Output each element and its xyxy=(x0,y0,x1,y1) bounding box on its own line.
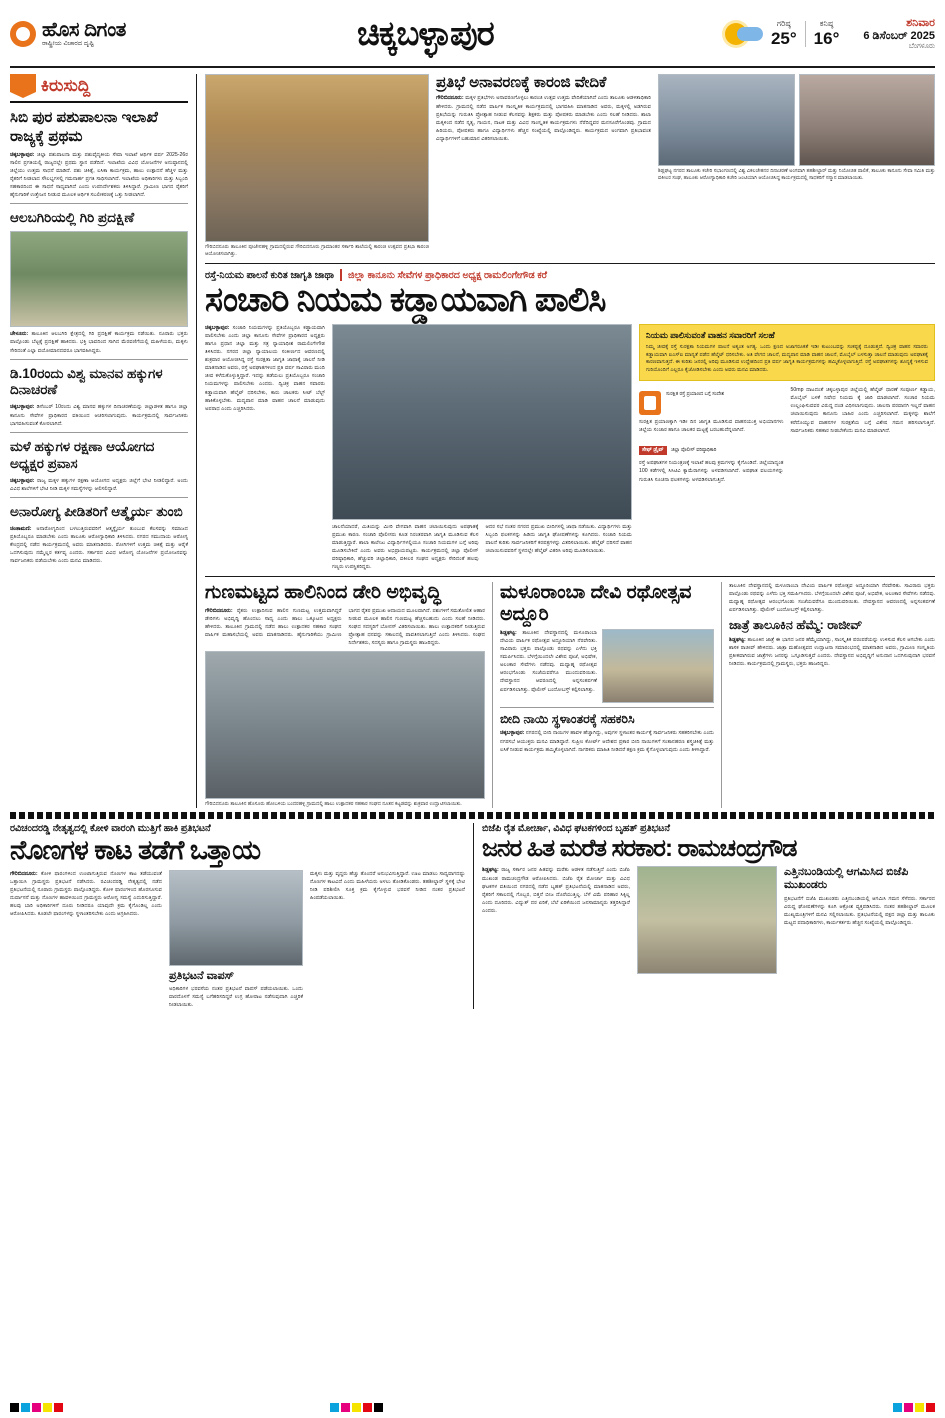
lead-kicker-left: ರಸ್ತೆ-ನಿಯಮ ಪಾಲನೆ ಕುರಿತ ಜಾಗೃತಿ ಜಾಥಾ xyxy=(205,269,334,281)
brand-name: ಹೊಸ ದಿಗಂತ xyxy=(42,19,126,42)
bottom-right-dateline: ಶಿಡ್ಲಘಟ್ಟ: xyxy=(482,867,499,874)
cmyk-registration-right xyxy=(893,1403,935,1412)
lead-story[interactable] xyxy=(205,269,935,571)
mid-dateline-0: ಗೌರಿಬಿದನೂರು: xyxy=(205,607,233,614)
lead-note-text: ಸುರಕ್ಷಿತ ಪ್ರಯಾಣಕ್ಕಾಗಿ ಇಡೀ ದಿನ ಜಾಗೃತಿ ಮೂಡಿಸುವ ವಾಹನಯುಕ್ತ ಅಭಿಯಾನಗಳು ಜಿಲ್ಲೆಯ ಸಂಚಾರ ಹಾಗೂ ಚಾಲಕರ ಮಟ್ಟಕ್ಕೆ ಬರಬಹುದೆನ್ನಲಾಗಿದೆ. xyxy=(639,419,784,434)
bottom-left-headline: ನೊಣಗಳ ಕಾಟ ತಡೆಗೆ ಒತ್ತಾಯ xyxy=(10,835,261,866)
lead-note-label: ಸುರಕ್ಷಿತ ರಸ್ತೆ ಪ್ರಯಾಣದ ಬಗ್ಗೆ ಸಂದೇಶ xyxy=(666,392,725,398)
top-story-2[interactable] xyxy=(658,74,935,258)
rail-article-0[interactable] xyxy=(10,109,188,199)
masthead xyxy=(10,6,935,68)
top-story-1-text: ಮಕ್ಕಳ ಪ್ರತಿಭೆಗಳು ಅನಾವರಣಗೊಳ್ಳಲು ಕಾರಂಜಿ ಉತ್ಸವ ಉತ್ತಮ ವೇದಿಕೆಯಾಗಿದೆ ಎಂದು ತಾಲೂಕು ಆಡಳಿತಾಧಿಕಾರಿ ಹೇಳಿದರು. ಗ್ರಾಮದಲ್ಲಿ ನಡೆದ ವಾರ್ಷಿಕ ಸಾಂಸ್ಕೃತಿಕ ಕಾರ್ಯಕ್ರಮದಲ್ಲಿ ಭಾಗವಹಿಸಿ ಮಾತನಾಡಿದ ಅವರು, ಮಕ್ಕಳಲ್ಲಿ ಅಡಗಿರುವ ಪ್ರತಿಭೆಯನ್ನು ಗುರುತಿಸಿ ಪ್ರೋತ್ಸಾಹ ನೀಡುವ ಕೆಲಸವನ್ನು ಶಿಕ್ಷಕರು ಮತ್ತು ಪೋಷಕರು ಮಾಡಬೇಕು ಎಂದು ಸಲಹೆ ನೀಡಿದರು. ಶಾಲಾ ಮಕ್ಕಳಿಂದ ನಡೆದ ನೃತ್ಯ, ಗಾಯನ, ನಾಟಕ ಮತ್ತು ವಿವಿಧ ಸಾಂಸ್ಕೃತಿಕ ಕಾರ್ಯಕ್ರಮಗಳು ನೆರೆದಿದ್ದವರ ಮನಸೂರೆಗೊಂಡವು. ಗ್ರಾಮದ ಹಿರಿಯರು, ಪೋಷಕರು ಹಾಗೂ ವಿದ್ಯಾರ್ಥಿಗಳು ಹೆಚ್ಚಿನ ಸಂಖ್ಯೆಯಲ್ಲಿ ಪಾಲ್ಗೊಂಡಿದ್ದರು. ಕಾರ್ಯಕ್ರಮದ ಅಂಗವಾಗಿ ಪ್ರತಿಭಾವಂತ ವಿದ್ಯಾರ್ಥಿಗಳಿಗೆ ಬಹುಮಾನ ವಿತರಿಸಲಾಯಿತು. xyxy=(436,95,651,142)
lead-text-1: ಸಂಚಾರಿ ನಿಯಮಗಳನ್ನು ಪ್ರತಿಯೊಬ್ಬರೂ ಕಡ್ಡಾಯವಾಗಿ ಪಾಲಿಸಬೇಕು ಎಂದು ಜಿಲ್ಲಾ ಕಾನೂನು ಸೇವೆಗಳ ಪ್ರಾಧಿಕಾರದ ಅಧ್ಯಕ್ಷರು ಹಾಗೂ ಪ್ರಧಾನ ಜಿಲ್ಲಾ ಮತ್ತು ಸತ್ರ ನ್ಯಾಯಾಧೀಶ ರಾಮಲಿಂಗೇಗೌಡ ತಿಳಿಸಿದರು. ನಗರದ ಜಿಲ್ಲಾ ನ್ಯಾಯಾಲಯ ಸಂಕೀರ್ಣದ ಆವರಣದಲ್ಲಿ ಶುಕ್ರವಾರ ಆಯೋಜಿಸಿದ್ದ ರಸ್ತೆ ಸುರಕ್ಷತಾ ಜಾಗೃತಿ ಜಾಥಾಕ್ಕೆ ಚಾಲನೆ ನೀಡಿ ಮಾತನಾಡಿದ ಅವರು, ರಸ್ತೆ ಅಪಘಾತಗಳಿಂದ ಪ್ರತಿ ವರ್ಷ ಸಾವಿರಾರು ಮಂದಿ ಜೀವ ಕಳೆದುಕೊಳ್ಳುತ್ತಿದ್ದಾರೆ. ಇದನ್ನು ತಡೆಯಲು ಪ್ರತಿಯೊಬ್ಬರೂ ಸಂಚಾರಿ ನಿಯಮಗಳನ್ನು ಪಾಲಿಸಬೇಕು ಎಂದರು. ದ್ವಿಚಕ್ರ ವಾಹನ ಸವಾರರು ಕಡ್ಡಾಯವಾಗಿ ಹೆಲ್ಮೆಟ್ ಧರಿಸಬೇಕು, ಕಾರು ಚಾಲಕರು ಸೀಟ್ ಬೆಲ್ಟ್ ಹಾಕಿಕೊಳ್ಳಬೇಕು. ಮದ್ಯಪಾನ ಮಾಡಿ ವಾಹನ ಚಾಲನೆ ಮಾಡುವುದು ಅಪರಾಧ ಎಂದು ಎಚ್ಚರಿಸಿದರು. xyxy=(205,324,325,412)
lead-speed-text: 50mp ದಾಟದಂತೆ ಚಿಕ್ಕಬಳ್ಳಾಪುರ ಜಿಲ್ಲೆಯಲ್ಲಿ ಹೆಲ್ಮೆಟ್ ಧಾರಣೆ ಸಂಪೂರ್ಣ ಕಡ್ಡಾಯ, ಮೊಬೈಲ್ ಬಳಕೆ ನಿಷೇಧ ನಿಯಮ ಕ್ಕೆ ಜಾರಿ ಮಾಡಲಾಗಿದೆ. ಸಂಚಾರ ನಿಯಮ ಉಲ್ಲಂಘಿಸುವವರ ವಿರುದ್ಧ ದಂಡ ವಿಧಿಸಲಾಗುವುದು. ಚಾಲನಾ ಪರವಾನಗಿ ಇಲ್ಲದೆ ವಾಹನ ಚಲಾಯಿಸುವುದು ಕಾನೂನು ಬಾಹಿರ ಎಂದು ಎಚ್ಚರಿಸಲಾಗಿದೆ. ಮಕ್ಕಳನ್ನು ಶಾಲೆಗೆ ಕರೆದೊಯ್ಯುವ ವಾಹನಗಳ ಸುರಕ್ಷತೆಯ ಬಗ್ಗೆ ವಿಶೇಷ ಗಮನ ಹರಿಸಲಾಗುತ್ತಿದೆ. ಸಾರ್ವಜನಿಕರು ಸಹಕಾರ ನೀಡಬೇಕೆಂದು ಮನವಿ ಮಾಡಲಾಗಿದೆ. xyxy=(790,387,935,434)
rail-dateline-4: ಚಿಂತಾಮಣಿ: xyxy=(10,525,32,532)
rail-article-3[interactable] xyxy=(10,439,188,493)
column-divider xyxy=(492,582,493,808)
mid-col-b xyxy=(500,582,714,808)
divider xyxy=(10,203,188,204)
divider xyxy=(500,707,714,708)
mid-dateline-2: ಚಿಕ್ಕಬಳ್ಳಾಪುರ: xyxy=(500,730,525,737)
temp-high-value: 25° xyxy=(770,29,797,48)
publication-place: ಬೆಂಗಳೂರು xyxy=(908,43,935,50)
top-story-2-caption: ಶಿಡ್ಲಘಟ್ಟ ನಗರದ ತಾಲೂಕು ಕಚೇರಿ ಸಭಾಂಗಣದಲ್ಲಿ ವಿಶ್ವ ವಿಕಲಚೇತನರ ದಿನಾಚರಣೆ ಅಂಗವಾಗಿ ತಹಶೀಲ್ದಾರ್ ಮತ್ತು ನಿಯೋಜಿತ ಪಾಲಿಕೆ, ತಾಲೂಕು ಕಾನೂನು ಸೇವಾ ಸಮಿತಿ ಮತ್ತು ವಕೀಲರ ಸಂಘ, ತಾಲೂಕು ಆರೋಗ್ಯಾಧಿಕಾರಿ ಕಚೇರಿ ಜಂಟಿಯಾಗಿ ಆಯೋಜಿಸಿದ್ದ ಕಾರ್ಯಕ್ರಮದಲ್ಲಿ ಸಾಧಕರಿಗೆ ಸನ್ಮಾನ ಮಾಡಲಾಯಿತು. xyxy=(658,168,935,181)
bottom-left-subtext: ಅಧಿಕಾರಿಗಳ ಭರವಸೆಯ ನಂತರ ಪ್ರತಿಭಟನೆ ವಾಪಸ್ ಪಡೆಯಲಾಯಿತು. ಒಂದು ವಾರದೊಳಗೆ ಸಮಸ್ಯೆ ಬಗೆಹರಿಸದಿದ್ದರೆ ಉಗ್ರ ಹೋರಾಟ ನಡೆಸುವುದಾಗಿ ಎಚ್ಚರಿಕೆ ನೀಡಲಾಯಿತು. xyxy=(169,986,303,1009)
masthead-brand[interactable] xyxy=(10,20,126,48)
bottom-left-text: ಕೋಳಿ ಫಾರಂಗಳಿಂದ ಉಂಟಾಗುತ್ತಿರುವ ನೊಣಗಳ ಕಾಟ ತಡೆಯುವಂತೆ ಒತ್ತಾಯಿಸಿ ಗ್ರಾಮಸ್ಥರು ಪ್ರತಿಭಟನೆ ನಡೆಸಿದರು. ರವಿಚಂದರಡ್ಡಿ ನೇತೃತ್ವದಲ್ಲಿ ನಡೆದ ಪ್ರತಿಭಟನೆಯಲ್ಲಿ ನೂರಾರು ಗ್ರಾಮಸ್ಥರು ಪಾಲ್ಗೊಂಡಿದ್ದರು. ಕೋಳಿ ಫಾರಂಗಳಿಂದ ಹೊರಸೂಸುವ ದುರ್ವಾಸನೆ ಮತ್ತು ನೊಣಗಳ ಹಾವಳಿಯಿಂದ ಗ್ರಾಮಸ್ಥರು ಆರೋಗ್ಯ ಸಮಸ್ಯೆ ಎದುರಿಸುತ್ತಿದ್ದಾರೆ. ಹಲವು ಬಾರಿ ಅಧಿಕಾರಿಗಳಿಗೆ ದೂರು ನೀಡಿದರೂ ಯಾವುದೇ ಕ್ರಮ ಕೈಗೊಂಡಿಲ್ಲ ಎಂದು ಆರೋಪಿಸಿದರು. ಕೂಡಲೇ ಫಾರಂಗಳನ್ನು ಸ್ಥಳಾಂತರಿಸಬೇಕು ಎಂದು ಆಗ್ರಹಿಸಿದರು. xyxy=(10,870,162,918)
divider xyxy=(205,576,935,577)
rail-headline-1: ಆಲಬಗಿರಿಯಲ್ಲಿ ಗಿರಿ ಪ್ರದಕ್ಷಿಣೆ xyxy=(10,210,135,226)
rail-headline-3: ಮಳೆ ಹಕ್ಕುಗಳ ರಕ್ಷಣಾ ಆಯೋಗದ ಅಧ್ಯಕ್ಷರ ಪ್ರವಾಸ xyxy=(10,438,155,471)
mid-headline-1: ಮಳೂರಾಂಬಾ ದೇವಿ ರಥೋತ್ಸವ ಅದ್ದೂರಿ xyxy=(500,582,692,625)
mid-caption-0: ಗೌರಿಬಿದನೂರು ತಾಲೂಕಿನ ಹೊಸೂರು ಹೋಬಳಿಯ ಬಂದರಹಳ್ಳಿ ಗ್ರಾಮದಲ್ಲಿ ಹಾಲು ಉತ್ಪಾದಕರ ಸಹಕಾರ ಸಂಘದ ನೂತನ ಕಟ್ಟಡವನ್ನು ಶುಕ್ರವಾರ ಉದ್ಘಾಟಿಸಲಾಯಿತು. xyxy=(205,801,462,808)
main-content xyxy=(205,74,935,808)
lead-right xyxy=(639,324,935,571)
road-safety-icon xyxy=(639,391,661,415)
rail-text-4: ಅನಾರೋಗ್ಯದಿಂದ ಬಳಲುತ್ತಿರುವವರಿಗೆ ಆತ್ಮಸ್ಥೈರ್ಯ ತುಂಬುವ ಕೆಲಸವನ್ನು ಸಮಾಜದ ಪ್ರತಿಯೊಬ್ಬರೂ ಮಾಡಬೇಕು ಎಂದು ತಾಲೂಕು ಆರೋಗ್ಯಾಧಿಕಾರಿ ತಿಳಿಸಿದರು. ನಗರದ ಸಮುದಾಯ ಆರೋಗ್ಯ ಕೇಂದ್ರದಲ್ಲಿ ನಡೆದ ಕಾರ್ಯಕ್ರಮದಲ್ಲಿ ಅವರು ಮಾತನಾಡಿದರು. ರೋಗಿಗಳಿಗೆ ಉತ್ತಮ ಚಿಕಿತ್ಸೆ ಮತ್ತು ಆರೈಕೆ ಒದಗಿಸುವುದು ನಮ್ಮೆಲ್ಲರ ಕರ್ತವ್ಯ ಎಂದರು. ಸರ್ಕಾರದ ವಿವಿಧ ಆರೋಗ್ಯ ಯೋಜನೆಗಳ ಪ್ರಯೋಜನವನ್ನು ಸಾರ್ವಜನಿಕರು ಪಡೆಯಬೇಕು ಎಂದು ಮನವಿ ಮಾಡಿದರು. xyxy=(10,525,188,565)
top-photo-1 xyxy=(205,74,429,242)
lead-headline: ಸಂಚಾರಿ ನಿಯಮ ಕಡ್ಡಾಯವಾಗಿ ಪಾಲಿಸಿ xyxy=(205,281,606,319)
bottom-section xyxy=(10,823,935,1009)
divider xyxy=(10,432,188,433)
rail-text-1: ತಾಲೂಕಿನ ಆಲಬಗಿರಿ ಕ್ಷೇತ್ರದಲ್ಲಿ ಗಿರಿ ಪ್ರದಕ್ಷಿಣೆ ಕಾರ್ಯಕ್ರಮ ನಡೆಯಿತು. ನೂರಾರು ಭಕ್ತರು ಪಾಲ್ಗೊಂಡು ಬೆಟ್ಟಕ್ಕೆ ಪ್ರದಕ್ಷಿಣೆ ಹಾಕಿದರು. ಭಕ್ತಿ ಭಾವದಿಂದ ಸಾಗಿದ ಮೆರವಣಿಗೆಯಲ್ಲಿ ಮಹಿಳೆಯರು, ಮಕ್ಕಳು ಸೇರಿದಂತೆ ಎಲ್ಲಾ ವಯೋಮಾನದವರೂ ಭಾಗವಹಿಸಿದ್ದರು. xyxy=(10,331,188,354)
flag-icon xyxy=(10,74,36,98)
mid-text-3: ತಾಲೂಕಿನ ಜಾತ್ರೆ ಈ ಭಾಗದ ಜನರ ಹೆಮ್ಮೆಯಾಗಿದ್ದು, ಸಾಂಸ್ಕೃತಿಕ ಪರಂಪರೆಯನ್ನು ಉಳಿಸುವ ಕೆಲಸ ಆಗಬೇಕು ಎಂದು ಶಾಸಕ ರಾಜೀವ್ ಹೇಳಿದರು. ಜಾತ್ರಾ ಮಹೋತ್ಸವದ ಉದ್ಘಾಟನಾ ಸಮಾರಂಭದಲ್ಲಿ ಮಾತನಾಡಿದ ಅವರು, ಗ್ರಾಮೀಣ ಸಂಸ್ಕೃತಿಯ ಪ್ರತೀಕವಾಗಿರುವ ಜಾತ್ರೆಗಳು ಜನರನ್ನು ಒಗ್ಗೂಡಿಸುತ್ತವೆ ಎಂದರು. ದೇವಸ್ಥಾನದ ಅಭಿವೃದ್ಧಿಗೆ ಅನುದಾನ ಒದಗಿಸುವುದಾಗಿ ಭರವಸೆ ನೀಡಿದರು. ಕಾರ್ಯಕ್ರಮದಲ್ಲಿ ಗ್ರಾಮಸ್ಥರು, ಭಕ್ತರು ಹಾಜರಿದ್ದರು. xyxy=(729,636,935,668)
brand-tagline: ರಾಷ್ಟ್ರೀಯ ವಿಚಾರದ ದೃಷ್ಟಿ xyxy=(42,40,95,48)
bottom-left-subhead: ಪ್ರತಿಭಟನೆ ವಾಪಸ್ xyxy=(169,969,235,982)
kicker-divider-icon xyxy=(340,269,342,281)
rail-text-0: ಜಿಲ್ಲಾ ಪಶುಪಾಲನಾ ಮತ್ತು ಪಶುವೈದ್ಯಕೀಯ ಸೇವಾ ಇಲಾಖೆ ಆರ್ಥಿಕ ವರ್ಷ 2025-26ರ ಸಾಲಿನ ಪ್ರಗತಿಯಲ್ಲಿ ರಾಜ್ಯದಲ್ಲೇ ಪ್ರಥಮ ಸ್ಥಾನ ಪಡೆದಿದೆ. ಇಲಾಖೆಯ ವಿವಿಧ ಯೋಜನೆಗಳ ಅನುಷ್ಠಾನದಲ್ಲಿ ಜಿಲ್ಲೆಯು ಉತ್ತಮ ಸಾಧನೆ ಮಾಡಿದೆ. ಪಶು ಚಿಕಿತ್ಸೆ, ಲಸಿಕಾ ಕಾರ್ಯಕ್ರಮ, ಹಾಲು ಉತ್ಪಾದನೆ ಹೆಚ್ಚಳ ಮತ್ತು ರೈತರಿಗೆ ನೀಡಲಾದ ಸೌಲಭ್ಯಗಳಲ್ಲಿ ಗಮನಾರ್ಹ ಪ್ರಗತಿ ಸಾಧಿಸಲಾಗಿದೆ. ಇಲಾಖೆಯ ಅಧಿಕಾರಿಗಳು ಮತ್ತು ಸಿಬ್ಬಂದಿ ಸಹಕಾರದಿಂದ ಈ ಸಾಧನೆ ಸಾಧ್ಯವಾಗಿದೆ ಎಂದು ಉಪನಿರ್ದೇಶಕರು ತಿಳಿಸಿದ್ದಾರೆ. ಗ್ರಾಮೀಣ ಭಾಗದ ರೈತರಿಗೆ ಹೈನುಗಾರಿಕೆ ಉತ್ತೇಜನ ನೀಡುವ ಮೂಲಕ ಆರ್ಥಿಕ ಸಬಲೀಕರಣಕ್ಕೆ ಒತ್ತು ನೀಡಲಾಗಿದೆ. xyxy=(10,151,188,199)
mid-row xyxy=(205,582,935,808)
bottom-story-left[interactable] xyxy=(10,823,465,1009)
lead-text-3: ಆದರ ಸಭೆ ನಂತರ ನಗರದ ಪ್ರಮುಖ ಬೀದಿಗಳಲ್ಲಿ ಜಾಥಾ ನಡೆಯಿತು. ವಿದ್ಯಾರ್ಥಿಗಳು ಮತ್ತು ಸಿಬ್ಬಂದಿ ಫಲಕಗಳನ್ನು ಹಿಡಿದು ಜಾಗೃತಿ ಘೋಷಣೆಗಳನ್ನು ಕೂಗಿದರು. ಸಂಚಾರಿ ನಿಯಮ ಪಾಲನೆ ಕುರಿತು ಸಾರ್ವಜನಿಕರಿಗೆ ಕರಪತ್ರಗಳನ್ನು ವಿತರಿಸಲಾಯಿತು. ಹೆಲ್ಮೆಟ್ ಧರಿಸದೆ ವಾಹನ ಚಲಾಯಿಸುವವರಿಗೆ ಸ್ಥಳದಲ್ಲೇ ಹೆಲ್ಮೆಟ್ ವಿತರಿಸಿ ಅರಿವು ಮೂಡಿಸಲಾಯಿತು. xyxy=(485,523,632,554)
mid-text-1: ತಾಲೂಕಿನ ದೇವಸ್ಥಾನದಲ್ಲಿ ಮಳೂರಾಂಬಾ ದೇವಿಯ ವಾರ್ಷಿಕ ರಥೋತ್ಸವ ಅದ್ದೂರಿಯಾಗಿ ನೆರವೇರಿತು. ಸಾವಿರಾರು ಭಕ್ತರು ಪಾಲ್ಗೊಂಡು ರಥವನ್ನು ಎಳೆದು ಭಕ್ತಿ ಸಮರ್ಪಿಸಿದರು. ಬೆಳಗ್ಗೆಯಿಂದಲೇ ವಿಶೇಷ ಪೂಜೆ, ಅಭಿಷೇಕ, ಅಲಂಕಾರ ಸೇವೆಗಳು ನಡೆದವು. ಮಧ್ಯಾಹ್ನ ರಥೋತ್ಸವ ಆರಂಭಗೊಂಡು ಸಂಜೆಯವರೆಗೂ ಮುಂದುವರಿಯಿತು. ದೇವಸ್ಥಾನದ ಆವರಣದಲ್ಲಿ ಅನ್ನಸಂತರ್ಪಣೆ ಏರ್ಪಡಿಸಲಾಗಿತ್ತು. ಪೊಲೀಸ್ ಬಂದೋಬಸ್ತ್ ಕಲ್ಪಿಸಲಾಗಿತ್ತು. xyxy=(500,629,597,693)
rail-article-4[interactable] xyxy=(10,504,188,566)
rail-photo-1 xyxy=(10,231,188,327)
top-photo-block xyxy=(205,74,429,258)
rail-article-2[interactable] xyxy=(10,366,188,428)
bottom-right-subtext: ಪ್ರತಿಭಟನೆಗೆ ಬಿಜೆಪಿ ಮುಖಂಡರು ಎತ್ತಿನಬಂಡಿಯಲ್ಲಿ ಆಗಮಿಸಿ ಗಮನ ಸೆಳೆದರು. ಸರ್ಕಾರದ ವಿರುದ್ಧ ಘೋಷಣೆಗಳನ್ನು ಕೂಗಿ ಆಕ್ರೋಶ ವ್ಯಕ್ತಪಡಿಸಿದರು. ನಂತರ ತಹಶೀಲ್ದಾರ್ ಮೂಲಕ ಮುಖ್ಯಮಂತ್ರಿಗಳಿಗೆ ಮನವಿ ಸಲ್ಲಿಸಲಾಯಿತು. ಪ್ರತಿಭಟನೆಯಲ್ಲಿ ಪಕ್ಷದ ಜಿಲ್ಲಾ ಮತ್ತು ತಾಲೂಕು ಮಟ್ಟದ ಪದಾಧಿಕಾರಿಗಳು, ಕಾರ್ಯಕರ್ತರು ಹೆಚ್ಚಿನ ಸಂಖ್ಯೆಯಲ್ಲಿ ಪಾಲ್ಗೊಂಡಿದ್ದರು. xyxy=(784,895,935,926)
bottom-left-text-2: ಮಕ್ಕಳು ಮತ್ತು ವೃದ್ಧರು ಹೆಚ್ಚು ತೊಂದರೆ ಅನುಭವಿಸುತ್ತಿದ್ದಾರೆ. ಊಟ ಮಾಡಲು ಸಾಧ್ಯವಾಗದಷ್ಟು ನೊಣಗಳ ಕಾಟವಿದೆ ಎಂದು ಮಹಿಳೆಯರು ಅಳಲು ತೋಡಿಕೊಂಡರು. ತಹಶೀಲ್ದಾರ್ ಸ್ಥಳಕ್ಕೆ ಭೇಟಿ ನೀಡಿ ಪರಿಶೀಲಿಸಿ ಸೂಕ್ತ ಕ್ರಮ ಕೈಗೊಳ್ಳುವ ಭರವಸೆ ನೀಡಿದ ನಂತರ ಪ್ರತಿಭಟನೆ ಹಿಂಪಡೆಯಲಾಯಿತು. xyxy=(310,870,465,901)
lead-kicker-right: ಜಿಲ್ಲಾ ಕಾನೂನು ಸೇವೆಗಳ ಪ್ರಾಧಿಕಾರದ ಅಧ್ಯಕ್ಷ ರಾಮಲಿಂಗೇಗೌಡ ಕರೆ xyxy=(347,269,548,281)
mid-story-0[interactable] xyxy=(205,582,485,808)
rail-headline-2: ಡಿ.10ರಂದು ವಿಶ್ವ ಮಾನವ ಹಕ್ಕುಗಳ ದಿನಾಚರಣೆ xyxy=(10,365,163,398)
divider xyxy=(205,263,935,264)
lead-photo xyxy=(332,324,632,520)
bottom-story-right[interactable] xyxy=(482,823,935,1009)
rail-dateline-0: ಚಿಕ್ಕಬಳ್ಳಾಪುರ: xyxy=(10,151,35,158)
lead-body xyxy=(205,324,935,571)
temp-low-label: ಕನಿಷ್ಠ xyxy=(819,19,834,28)
lead-red-tag-sub: ಜಿಲ್ಲಾ ಪೊಲೀಸ್ ವರಿಷ್ಠಾಧಿಕಾರಿ xyxy=(671,448,717,454)
edition-title: ಚಿಕ್ಕಬಳ್ಳಾಪುರ xyxy=(357,14,494,53)
top-story-1-headline: ಪ್ರತಿಭೆ ಅನಾವರಣಕ್ಕೆ ಕಾರಂಜಿ ವೇದಿಕೆ xyxy=(436,74,607,91)
column-divider xyxy=(196,74,197,808)
column-divider xyxy=(473,823,474,1009)
rail-article-1[interactable] xyxy=(10,210,188,354)
cmyk-registration-center xyxy=(330,1403,383,1412)
mid-dateline-1: ಶಿಡ್ಲಘಟ್ಟ: xyxy=(500,629,517,636)
mid-text-2: ನಗರದಲ್ಲಿ ಬೀದಿ ನಾಯಿಗಳ ಹಾವಳಿ ಹೆಚ್ಚಾಗಿದ್ದು, ಅವುಗಳ ಸ್ಥಳಾಂತರ ಕಾರ್ಯಕ್ಕೆ ಸಾರ್ವಜನಿಕರು ಸಹಕರಿಸಬೇಕು ಎಂದು ನಗರಸಭೆ ಆಯುಕ್ತರು ಮನವಿ ಮಾಡಿದ್ದಾರೆ. ಸುಪ್ರೀಂ ಕೋರ್ಟ್ ಆದೇಶದ ಪ್ರಕಾರ ಬೀದಿ ನಾಯಿಗಳಿಗೆ ಸಂತಾನಹರಣ ಶಸ್ತ್ರಚಿಕಿತ್ಸೆ ಮತ್ತು ಲಸಿಕೆ ನೀಡುವ ಕಾರ್ಯಕ್ರಮ ಹಮ್ಮಿಕೊಳ್ಳಲಾಗಿದೆ. ನಾಗರಿಕರು ಮಾಹಿತಿ ನೀಡಿದರೆ ತಕ್ಷಣ ಕ್ರಮ ಕೈಗೊಳ್ಳಲಾಗುವುದು ಎಂದು ತಿಳಿಸಿದ್ದಾರೆ. xyxy=(500,730,714,753)
temp-high xyxy=(771,19,797,49)
decorative-strip xyxy=(10,812,935,819)
temp-low-value: 16° xyxy=(813,29,840,48)
divider xyxy=(10,359,188,360)
cmyk-registration-left xyxy=(10,1403,63,1412)
top-photo-1-caption: ಗೌರಿಬಿದನೂರು ತಾಲೂಕಿನ ಪೂಜೇನಹಳ್ಳಿ ಗ್ರಾಮದಲ್ಲಿರುವ ಗೌರಿಬಿದನೂರು ಗ್ರಾಮಾಂತರ ಸರ್ಕಾರಿ ಶಾಲೆಯಲ್ಲಿ ಕಾರಂಜಿ ಉತ್ಸವದ ಪ್ರತಿಭಾ ಕಾರಂಜಿ ಆಯೋಜಿಸಲಾಗಿತ್ತು. xyxy=(205,244,429,257)
lead-highlight-box xyxy=(639,324,935,382)
mid-photo-0 xyxy=(205,651,485,799)
rail-text-2: ಡಿಸೆಂಬರ್ 10ರಂದು ವಿಶ್ವ ಮಾನವ ಹಕ್ಕುಗಳ ದಿನಾಚರಣೆಯನ್ನು ಜಿಲ್ಲಾಡಳಿತ ಹಾಗೂ ಜಿಲ್ಲಾ ಕಾನೂನು ಸೇವೆಗಳ ಪ್ರಾಧಿಕಾರದ ವತಿಯಿಂದ ಆಚರಿಸಲಾಗುವುದು. ಕಾರ್ಯಕ್ರಮದಲ್ಲಿ ಸಾರ್ವಜನಿಕರು ಭಾಗವಹಿಸುವಂತೆ ಕೋರಲಾಗಿದೆ. xyxy=(10,404,188,427)
lead-col-1 xyxy=(205,324,325,571)
top-photo-2b xyxy=(799,74,936,166)
bottom-left-kicker xyxy=(10,823,465,834)
cloud-icon xyxy=(737,27,763,41)
mid-story-3[interactable] xyxy=(729,582,935,808)
temp-high-label: ಗರಿಷ್ಠ xyxy=(776,19,791,28)
bottom-left-dateline: ಗೌರಿಬಿದನೂರು: xyxy=(10,870,38,877)
bottom-right-subhead: ಎತ್ತಿನಬಂಡಿಯಲ್ಲಿ ಆಗಮಿಸಿದ ಬಿಜೆಪಿ ಮುಖಂಡರು xyxy=(784,866,909,892)
rail-headline-0: ಸಿಬಿ ಪುರ ಪಶುಪಾಲನಾ ಇಲಾಖೆ ರಾಜ್ಯಕ್ಕೆ ಪ್ರಥಮ xyxy=(10,109,158,145)
lead-kicker-row xyxy=(205,269,935,281)
divider xyxy=(805,21,806,47)
mid-headline-3: ಜಾತ್ರೆ ತಾಲೂಕಿನ ಹೆಮ್ಮೆ: ರಾಜೀವ್ xyxy=(729,618,863,633)
lead-dateline: ಚಿಕ್ಕಬಳ್ಳಾಪುರ: xyxy=(205,324,230,331)
bottom-right-kicker-text: ಬಿಜೆಪಿ ರೈತ ಮೋರ್ಚಾ, ವಿವಿಧ ಘಟಕಗಳಿಂದ ಬೃಹತ್ ಪ್ರತಿಭಟನೆ xyxy=(482,823,670,835)
kirusuddi-badge xyxy=(10,74,188,103)
lead-red-text: ರಸ್ತೆ ಅಪಘಾತಗಳ ನಿಯಂತ್ರಣಕ್ಕೆ ಇಲಾಖೆ ಹಲವು ಕ್ರಮಗಳನ್ನು ಕೈಗೊಂಡಿದೆ. ಜಿಲ್ಲೆಯಾದ್ಯಂತ 100 ಕಡೆಗಳಲ್ಲಿ ಸಿಸಿಟಿವಿ ಕ್ಯಾಮೆರಾಗಳನ್ನು ಅಳವಡಿಸಲಾಗಿದೆ. ಅಪಘಾತ ವಲಯಗಳನ್ನು ಗುರುತಿಸಿ ಸೂಚನಾ ಫಲಕಗಳನ್ನು ಅಳವಡಿಸಲಾಗುತ್ತಿದೆ. xyxy=(639,460,784,483)
rail-dateline-3: ಚಿಕ್ಕಬಳ್ಳಾಪುರ: xyxy=(10,477,35,484)
publication-date: 6 ಡಿಸೆಂಬರ್ 2025 xyxy=(863,30,935,42)
rail-text-3: ರಾಜ್ಯ ಮಕ್ಕಳ ಹಕ್ಕುಗಳ ರಕ್ಷಣಾ ಆಯೋಗದ ಅಧ್ಯಕ್ಷರು ಜಿಲ್ಲೆಗೆ ಭೇಟಿ ನೀಡಲಿದ್ದಾರೆ. ಅಂದು ವಿವಿಧ ಶಾಲೆಗಳಿಗೆ ಭೇಟಿ ನೀಡಿ ಮಕ್ಕಳ ಸಮಸ್ಯೆಗಳನ್ನು ಆಲಿಸಲಿದ್ದಾರೆ. xyxy=(10,477,188,492)
temp-low xyxy=(814,19,840,49)
top-story-1[interactable] xyxy=(436,74,651,258)
lead-center xyxy=(332,324,632,571)
kirusuddi-label: ಕಿರುಸುದ್ದಿ xyxy=(41,76,91,95)
mid-text-0: ರೈತರು ಉತ್ಪಾದಿಸುವ ಹಾಲಿನ ಗುಣಮಟ್ಟ ಉತ್ತಮವಾಗಿದ್ದರೆ ಡೇರಿಗಳು ಅಭಿವೃದ್ಧಿ ಹೊಂದಲು ಸಾಧ್ಯ ಎಂದು ಹಾಲು ಒಕ್ಕೂಟದ ಅಧ್ಯಕ್ಷರು ಹೇಳಿದರು. ತಾಲೂಕಿನ ಗ್ರಾಮದಲ್ಲಿ ನಡೆದ ಹಾಲು ಉತ್ಪಾದಕರ ಸಹಕಾರ ಸಂಘದ ವಾರ್ಷಿಕ ಮಹಾಸಭೆಯಲ್ಲಿ ಅವರು ಮಾತನಾಡಿದರು. ಹೈನುಗಾರಿಕೆಯು ಗ್ರಾಮೀಣ ಭಾಗದ ರೈತರ ಪ್ರಮುಖ ಆದಾಯದ ಮೂಲವಾಗಿದೆ. ಪಶುಗಳಿಗೆ ಸಮತೋಲಿತ ಆಹಾರ ನೀಡುವ ಮೂಲಕ ಹಾಲಿನ ಗುಣಮಟ್ಟ ಹೆಚ್ಚಿಸಬಹುದು ಎಂದು ಸಲಹೆ ನೀಡಿದರು. ಸಂಘದ ಸದಸ್ಯರಿಗೆ ಬೋನಸ್ ವಿತರಿಸಲಾಯಿತು. ಹಾಲು ಉತ್ಪಾದಕರಿಗೆ ನೀಡುತ್ತಿರುವ ಪ್ರೋತ್ಸಾಹ ಧನವನ್ನು ಸಕಾಲದಲ್ಲಿ ಪಾವತಿಸಲಾಗುತ್ತಿದೆ ಎಂದು ತಿಳಿಸಿದರು. ಸಂಘದ ನಿರ್ದೇಶಕರು, ಸದಸ್ಯರು ಹಾಗೂ ಗ್ರಾಮಸ್ಥರು ಹಾಜರಿದ್ದರು. xyxy=(205,607,485,647)
rail-dateline-1: ಚೇಳೂರು: xyxy=(10,331,29,338)
lead-red-tag: ಸೇಫ್ ಡ್ರೈವ್ xyxy=(639,446,667,455)
top-story-1-dateline: ಗೌರಿಬಿದನೂರು: xyxy=(436,95,464,102)
bottom-left-kicker-text: ರವಿಚಂದರಡ್ಡಿ ನೇತೃತ್ವದಲ್ಲಿ ಕೋಳಿ ವಾರಂಗಿ ಮುತ್ತಿಗೆ ಹಾಕಿ ಪ್ರತಿಭಟನೆ xyxy=(10,823,211,835)
top-photo-2a xyxy=(658,74,795,166)
lead-text-2: ಚಾಲನೆಯಾದರೆ, ಮಿತಿಯನ್ನು ಮೀರಿ ವೇಗವಾಗಿ ವಾಹನ ಚಲಾಯಿಸುವುದು ಅಪಘಾತಕ್ಕೆ ಪ್ರಮುಖ ಕಾರಣ. ಸಂಚಾರಿ ಪೊಲೀಸರು ಕೂಡ ನಿರಂತರವಾಗಿ ಜಾಗೃತಿ ಮೂಡಿಸುವ ಕೆಲಸ ಮಾಡುತ್ತಿದ್ದಾರೆ. ಶಾಲಾ ಕಾಲೇಜು ವಿದ್ಯಾರ್ಥಿಗಳಲ್ಲಿಯೂ ಸಂಚಾರಿ ನಿಯಮಗಳ ಬಗ್ಗೆ ಅರಿವು ಮೂಡಿಸಬೇಕಿದೆ ಎಂದು ಅವರು ಅಭಿಪ್ರಾಯಪಟ್ಟರು. ಕಾರ್ಯಕ್ರಮದಲ್ಲಿ ಜಿಲ್ಲಾ ಪೊಲೀಸ್ ವರಿಷ್ಠಾಧಿಕಾರಿ, ಹೆಚ್ಚುವರಿ ಜಿಲ್ಲಾಧಿಕಾರಿ, ವಕೀಲರ ಸಂಘದ ಅಧ್ಯಕ್ಷರು ಸೇರಿದಂತೆ ಹಲವು ಗಣ್ಯರು ಉಪಸ್ಥಿತರಿದ್ದರು. xyxy=(332,523,479,570)
rail-headline-4: ಅನಾರೋಗ್ಯ ಪೀಡಿತರಿಗೆ ಆತ್ಮೈರ್ಯ ತುಂಬಿ xyxy=(10,504,183,519)
lead-box-text: ನಿಮ್ಮ ಜೀವಕ್ಕೆ ರಸ್ತೆ ಸುರಕ್ಷತಾ ನಿಯಮಗಳ ಪಾಲನೆ ಅತ್ಯಂತ ಅಗತ್ಯ. ಒಂದು ಕ್ಷಣದ ಅಜಾಗರೂಕತೆ ಇಡೀ ಕುಟುಂಬವನ್ನು ಸಂಕಷ್ಟಕ್ಕೆ ದೂಡುತ್ತದೆ. ದ್ವಿಚಕ್ರ ವಾಹನ ಸವಾರರು ಕಡ್ಡಾಯವಾಗಿ ಐಎಸ್‌ಐ ಮಾನ್ಯತೆ ಪಡೆದ ಹೆಲ್ಮೆಟ್ ಧರಿಸಬೇಕು. ಅತಿ ವೇಗದ ಚಾಲನೆ, ಮದ್ಯಪಾನ ಮಾಡಿ ವಾಹನ ಚಾಲನೆ, ಮೊಬೈಲ್ ಬಳಸುತ್ತಾ ಚಾಲನೆ ಮಾಡುವುದು ಅಪಘಾತಕ್ಕೆ ಕಾರಣವಾಗುತ್ತದೆ. ಈ ಕುರಿತು ಜನರಲ್ಲಿ ಅರಿವು ಮೂಡಿಸುವ ಉದ್ದೇಶದಿಂದ ಪ್ರತಿ ವರ್ಷ ಜಾಗೃತಿ ಕಾರ್ಯಕ್ರಮಗಳನ್ನು ಹಮ್ಮಿಕೊಳ್ಳಲಾಗುತ್ತಿದೆ. ರಸ್ತೆ ಅಪಘಾತಗಳನ್ನು ಶೂನ್ಯಕ್ಕೆ ಇಳಿಸುವ ಗುರಿಯೊಂದಿಗೆ ಎಲ್ಲರೂ ಕೈಜೋಡಿಸಬೇಕು ಎಂದು ಅವರು ಮನವಿ ಮಾಡಿದರು. xyxy=(646,343,928,374)
column-divider xyxy=(721,582,722,808)
bottom-right-text: ರಾಜ್ಯ ಸರ್ಕಾರ ಜನರ ಹಿತವನ್ನು ಮರೆತು ಆಡಳಿತ ನಡೆಸುತ್ತಿದೆ ಎಂದು ಬಿಜೆಪಿ ಮುಖಂಡ ರಾಮಚಂದ್ರಗೌಡ ಆರೋಪಿಸಿದರು. ಬಿಜೆಪಿ ರೈತ ಮೋರ್ಚಾ ಮತ್ತು ವಿವಿಧ ಘಟಕಗಳ ವತಿಯಿಂದ ನಗರದಲ್ಲಿ ನಡೆದ ಬೃಹತ್ ಪ್ರತಿಭಟನೆಯಲ್ಲಿ ಮಾತನಾಡಿದ ಅವರು, ರೈತರಿಗೆ ಸಕಾಲದಲ್ಲಿ ಗೊಬ್ಬರ, ಬಿತ್ತನೆ ಬೀಜ ದೊರೆಯುತ್ತಿಲ್ಲ. ಬೆಳೆ ವಿಮೆ ಪರಿಹಾರ ಸಿಕ್ಕಿಲ್ಲ ಎಂದು ದೂರಿದರು. ವಿದ್ಯುತ್ ದರ ಏರಿಕೆ, ಬೆಲೆ ಏರಿಕೆಯಿಂದ ಜನಸಾಮಾನ್ಯರು ತತ್ತರಿಸಿದ್ದಾರೆ ಎಂದರು. xyxy=(482,867,630,915)
bottom-left-photo xyxy=(169,870,303,966)
left-rail xyxy=(10,74,188,808)
mid-dateline-3: ಶಿಡ್ಲಘಟ್ಟ: xyxy=(729,636,746,643)
bottom-right-photo xyxy=(637,866,777,974)
mid-story-1[interactable] xyxy=(500,582,714,703)
bottom-right-kicker xyxy=(482,823,935,834)
newspaper-logo-icon xyxy=(10,21,36,47)
lead-box-title: ನಿಯಮ ಪಾಲಿಸುವಂತೆ ವಾಹನ ಸವಾರರಿಗೆ ಸಲಹೆ xyxy=(646,329,775,340)
day-of-week: ಶನಿವಾರ xyxy=(906,17,935,29)
mid-headline-2: ಬೀದಿ ನಾಯಿ ಸ್ಥಳಾಂತರಕ್ಕೆ ಸಹಕರಿಸಿ xyxy=(500,711,635,726)
mid-headline-0: ಗುಣಮಟ್ಟದ ಹಾಲಿನಿಂದ ಡೇರಿ ಅಭಿವೃದ್ಧಿ xyxy=(205,582,442,604)
bottom-right-headline: ಜನರ ಹಿತ ಮರೆತ ಸರಕಾರ: ರಾಮಚಂದ್ರಗೌಡ xyxy=(482,835,797,863)
mid-extra-text: ತಾಲೂಕಿನ ದೇವಸ್ಥಾನದಲ್ಲಿ ಮಳೂರಾಂಬಾ ದೇವಿಯ ವಾರ್ಷಿಕ ರಥೋತ್ಸವ ಅದ್ದೂರಿಯಾಗಿ ನೆರವೇರಿತು. ಸಾವಿರಾರು ಭಕ್ತರು ಪಾಲ್ಗೊಂಡು ರಥವನ್ನು ಎಳೆದು ಭಕ್ತಿ ಸಮರ್ಪಿಸಿದರು. ಬೆಳಗ್ಗೆಯಿಂದಲೇ ವಿಶೇಷ ಪೂಜೆ, ಅಭಿಷೇಕ, ಅಲಂಕಾರ ಸೇವೆಗಳು ನಡೆದವು. ಮಧ್ಯಾಹ್ನ ರಥೋತ್ಸವ ಆರಂಭಗೊಂಡು ಸಂಜೆಯವರೆಗೂ ಮುಂದುವರಿಯಿತು. ದೇವಸ್ಥಾನದ ಆವರಣದಲ್ಲಿ ಅನ್ನಸಂತರ್ಪಣೆ ಏರ್ಪಡಿಸಲಾಗಿತ್ತು. ಪೊಲೀಸ್ ಬಂದೋಬಸ್ತ್ ಕಲ್ಪಿಸಲಾಗಿತ್ತು. xyxy=(729,583,935,614)
page-body xyxy=(10,74,935,808)
divider xyxy=(10,497,188,498)
masthead-date-block xyxy=(863,17,935,51)
top-row xyxy=(205,74,935,258)
lead-note xyxy=(639,391,784,415)
rail-dateline-2: ಚಿಕ್ಕಬಳ್ಳಾಪುರ: xyxy=(10,404,35,411)
mid-photo-1 xyxy=(602,629,714,703)
weather-widget xyxy=(725,17,935,51)
mid-story-2[interactable] xyxy=(500,712,714,754)
